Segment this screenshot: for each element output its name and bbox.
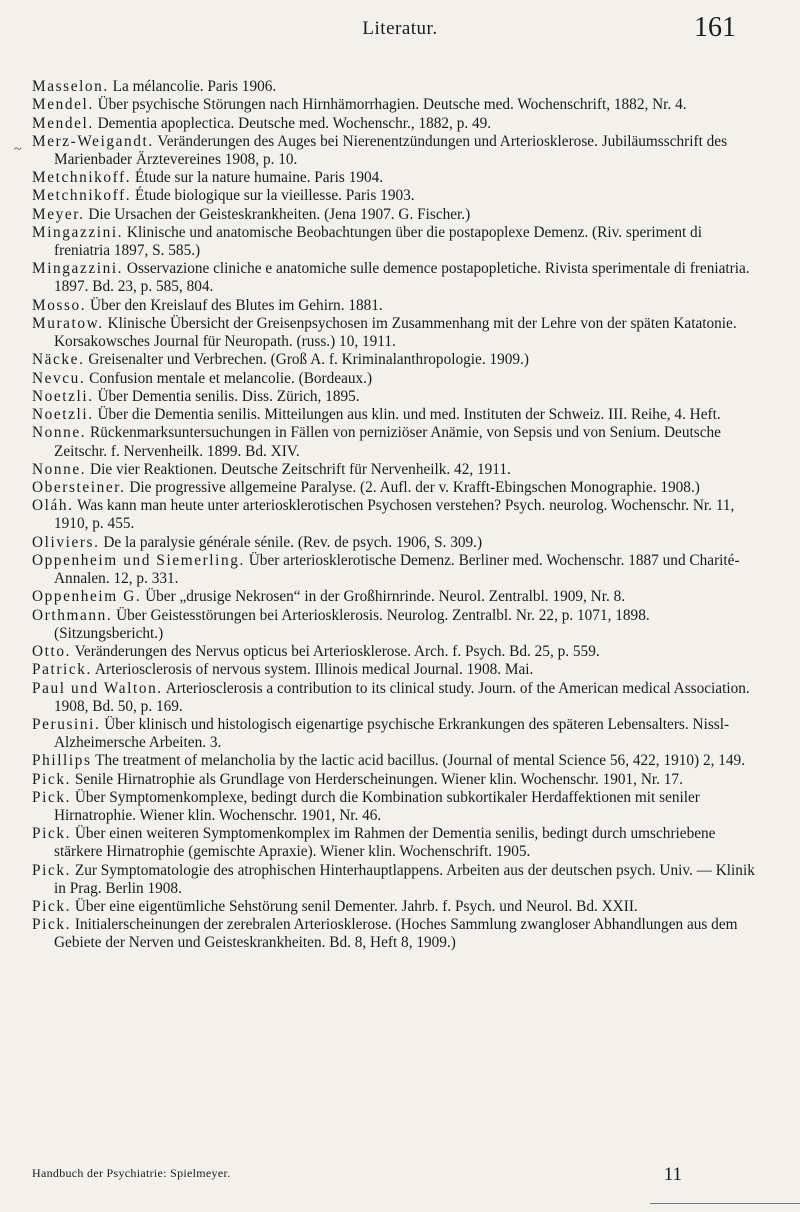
- reference-entry: [32, 424, 756, 460]
- reference-text: Initialerscheinungen der zerebralen Arteriosklerose. (Hoches Sammlung zwangloser Abhandlungen aus dem Gebiete der Nerven und Geisteskrankheiten. Bd. 8, Heft 8, 1909.): [54, 916, 738, 952]
- reference-author: Oliviers.: [32, 533, 100, 551]
- reference-text: Étude sur la nature humaine. Paris 1904.: [131, 169, 384, 187]
- page-number: 161: [694, 12, 736, 43]
- reference-entry: [32, 461, 756, 479]
- reference-entry: [32, 224, 756, 260]
- reference-entry: [32, 96, 756, 114]
- page-edge-line: [650, 1203, 800, 1212]
- reference-entry: [32, 916, 756, 952]
- reference-author: Metchnikoff.: [32, 187, 132, 205]
- reference-entry: [32, 315, 756, 351]
- reference-text: Senile Hirnatrophie als Grundlage von Herderscheinungen. Wiener klin. Wochenschr. 1901, Nr. 17.: [71, 770, 683, 788]
- reference-text: Osservazione cliniche e anatomiche sulle demence postapopletiche. Rivista sperimentale di freniatria. 1897. Bd. 23, p. 585, 804.: [54, 260, 750, 296]
- reference-text: Étude biologique sur la vieillesse. Paris 1903.: [131, 187, 415, 205]
- reference-text: Über Symptomenkomplexe, bedingt durch die Kombination subkortikaler Herdaffektionen mit seniler Hirnatrophie. Wiener klin. Wochenschr. 1901, Nr. 46.: [54, 788, 700, 824]
- reference-entry: [32, 115, 756, 133]
- reference-author: Muratow.: [32, 314, 104, 332]
- reference-author: Nonne.: [32, 460, 87, 478]
- reference-author: Mosso.: [32, 296, 87, 314]
- reference-author: Masselon.: [32, 78, 109, 95]
- reference-text: La mélancolie. Paris 1906.: [108, 78, 277, 95]
- reference-entry: [32, 187, 756, 205]
- footer-book-title: Handbuch der Psychiatrie: Spielmeyer.: [32, 1166, 231, 1180]
- reference-author: Näcke.: [32, 351, 85, 369]
- reference-text: Über den Kreislauf des Blutes im Gehirn. 1881.: [86, 296, 383, 314]
- reference-author: Oppenheim und Siemerling.: [32, 551, 245, 569]
- reference-author: Pick.: [32, 788, 72, 806]
- reference-author: Merz-Weigandt.: [32, 132, 154, 150]
- reference-text: Zur Symptomatologie des atrophischen Hinterhauptlappens. Arbeiten aus der deutschen psych. Univ. — Klinik in Prag. Berlin 1908.: [54, 861, 755, 897]
- reference-entry: [32, 133, 756, 169]
- reference-entry: [32, 169, 756, 187]
- reference-text: Über einen weiteren Symptomenkomplex im Rahmen der Dementia senilis, bedingt durch umschriebene stärkere Hirnatrophie (gemischte Apraxie). Wiener klin. Wochenschrift. 1905.: [54, 825, 716, 861]
- signature-mark: 11: [663, 1164, 682, 1185]
- reference-text: Klinische Übersicht der Greisenpsychosen im Zusammenhang mit der Lehre von der späten Katatonie. Korsakowsches Journal für Neuropath. (russ.) 10, 1911.: [54, 314, 737, 351]
- reference-entry: [32, 588, 756, 606]
- reference-entry: [32, 771, 756, 789]
- reference-entry: [32, 534, 756, 552]
- reference-text: Über klinisch und histologisch eigenartige psychische Erkrankungen des späteren Lebensalters. Nissl-Alzheimersche Arbeiten. 3.: [54, 715, 730, 752]
- reference-text: Dementia apoplectica. Deutsche med. Wochenschr., 1882, p. 49.: [93, 114, 492, 132]
- reference-author: Noetzli.: [32, 406, 94, 424]
- reference-entry: [32, 862, 756, 898]
- reference-entry: [32, 260, 756, 296]
- reference-author: Otto.: [32, 643, 72, 660]
- reference-entry: [32, 680, 756, 716]
- reference-entry: [32, 643, 756, 661]
- reference-author: Perusini.: [32, 715, 101, 733]
- reference-list: [32, 78, 756, 953]
- reference-author: Oppenheim G.: [32, 588, 142, 606]
- reference-text: Über Geistesstörungen bei Arteriosklerosis. Neurolog. Zentralbl. Nr. 22, p. 1071, 1898. (Sitzungsbericht.): [54, 606, 650, 642]
- reference-author: Paul und Walton.: [32, 679, 163, 697]
- reference-entry: [32, 716, 756, 752]
- reference-author: Orthmann.: [32, 606, 113, 624]
- reference-entry: [32, 497, 756, 533]
- running-title: Literatur.: [362, 18, 438, 39]
- reference-author: Patrick.: [32, 661, 92, 679]
- reference-author: Mendel.: [32, 96, 94, 114]
- reference-text: Veränderungen des Nervus opticus bei Arteriosklerose. Arch. f. Psych. Bd. 25, p. 559.: [71, 643, 600, 660]
- reference-text: Arteriosclerosis of nervous system. Illinois medical Journal. 1908. Mai.: [91, 661, 534, 679]
- page-footer: [32, 1164, 760, 1185]
- reference-text: Die progressive allgemeine Paralyse. (2. Aufl. der v. Krafft-Ebingschen Monographie. 1908.): [125, 479, 700, 497]
- reference-author: Pick.: [32, 825, 72, 843]
- reference-text: Über „drusige Nekrosen“ in der Großhirnrinde. Neurol. Zentralbl. 1909, Nr. 8.: [141, 588, 626, 606]
- reference-entry: [32, 351, 756, 369]
- reference-entry: [32, 752, 756, 770]
- reference-author: Phillips: [32, 752, 92, 770]
- reference-author: Obersteiner.: [32, 479, 126, 497]
- reference-text: Veränderungen des Auges bei Nierenentzündungen und Arteriosklerose. Jubiläumsschrift des Marienbader Ärztevereines 1908, p. 10.: [54, 132, 728, 168]
- reference-text: Die vier Reaktionen. Deutsche Zeitschrift für Nervenheilk. 42, 1911.: [86, 460, 511, 478]
- reference-author: Mingazzini.: [32, 260, 124, 278]
- reference-text: Was kann man heute unter arteriosklerotischen Psychosen verstehen? Psych. neurolog. Wochenschr. Nr. 11, 1910, p. 455.: [54, 497, 735, 533]
- reference-entry: [32, 406, 756, 424]
- reference-text: Arteriosclerosis a contribution to its clinical study. Journ. of the American medical Association. 1908, Bd. 50, p. 169.: [54, 679, 750, 715]
- reference-text: Greisenalter und Verbrechen. (Groß A. f. Kriminalanthropologie. 1909.): [84, 351, 529, 369]
- reference-author: Nonne.: [32, 424, 87, 442]
- reference-entry: [32, 607, 756, 643]
- reference-author: Pick.: [32, 861, 72, 879]
- reference-entry: [32, 78, 756, 96]
- reference-text: De la paralysie générale sénile. (Rev. de psych. 1906, S. 309.): [99, 533, 483, 551]
- reference-text: The treatment of melancholia by the lactic acid bacillus. (Journal of mental Science 56, 422, 1910) 2, 149.: [91, 752, 746, 770]
- reference-entry: [32, 388, 756, 406]
- reference-entry: [32, 661, 756, 679]
- reference-text: Über eine eigentümliche Sehstörung senil Dementer. Jahrb. f. Psych. und Neurol. Bd. XXII.: [71, 898, 638, 916]
- reference-author: Pick.: [32, 898, 72, 916]
- reference-entry: [32, 898, 756, 916]
- reference-text: Über die Dementia senilis. Mitteilungen aus klin. und med. Instituten der Schweiz. III. Reihe, 4. Heft.: [93, 406, 721, 424]
- reference-author: Pick.: [32, 770, 72, 788]
- reference-text: Klinische und anatomische Beobachtungen über die postapoplexe Demenz. (Riv. speriment di freniatria 1897, S. 585.): [54, 223, 702, 260]
- reference-entry: [32, 552, 756, 588]
- reference-entry: [32, 206, 756, 224]
- reference-author: Oláh.: [32, 497, 74, 515]
- reference-text: Die Ursachen der Geisteskrankheiten. (Jena 1907. G. Fischer.): [84, 205, 471, 223]
- reference-author: Pick.: [32, 916, 72, 934]
- reference-text: Über psychische Störungen nach Hirnhämorrhagien. Deutsche med. Wochenschrift, 1882, Nr. 4.: [93, 96, 687, 114]
- reference-author: Metchnikoff.: [32, 169, 132, 187]
- reference-entry: [32, 825, 756, 861]
- reference-text: Über Dementia senilis. Diss. Zürich, 1895.: [93, 387, 360, 405]
- reference-text: Confusion mentale et melancolie. (Bordeaux.): [85, 369, 373, 387]
- margin-mark: ~: [14, 142, 22, 157]
- reference-entry: [32, 297, 756, 315]
- reference-author: Noetzli.: [32, 387, 94, 405]
- reference-text: Rückenmarksuntersuchungen in Fällen von perniziöser Anämie, von Sepsis und von Senium. Deutsche Zeitschr. f. Nervenheilk. 1899. Bd. XIV.: [54, 424, 721, 460]
- reference-author: Mingazzini.: [32, 223, 124, 241]
- reference-author: Meyer.: [32, 205, 85, 223]
- reference-entry: [32, 370, 756, 388]
- reference-text: Über arteriosklerotische Demenz. Berliner med. Wochenschr. 1887 und Charité-Annalen. 12, p. 331.: [54, 551, 740, 588]
- reference-entry: [32, 479, 756, 497]
- reference-entry: [32, 789, 756, 825]
- reference-author: Mendel.: [32, 114, 94, 132]
- reference-author: Nevcu.: [32, 369, 86, 387]
